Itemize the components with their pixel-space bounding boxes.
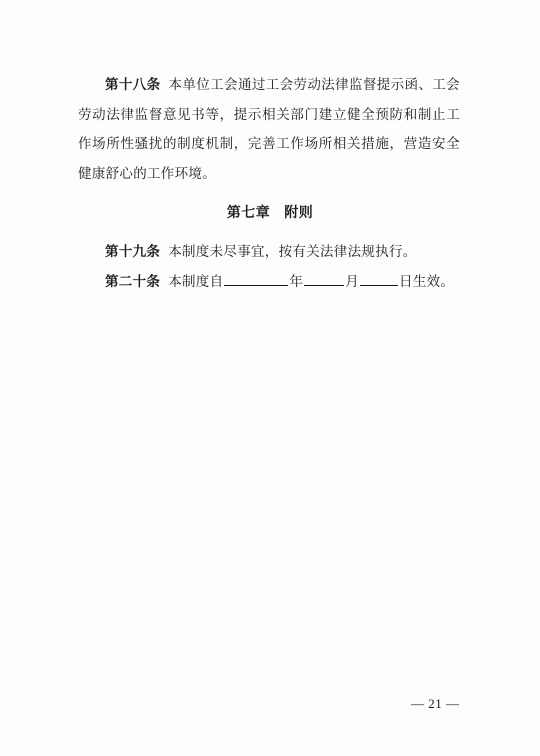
article-20-label: 第二十条 bbox=[105, 274, 161, 290]
chapter-number: 第七章 bbox=[226, 205, 271, 221]
article-20-text-start: 本制度自 bbox=[168, 274, 224, 290]
date-blank-year bbox=[224, 270, 288, 286]
page-number: — 21 — bbox=[411, 696, 460, 711]
article-18-paragraph bbox=[78, 71, 460, 189]
article-19-label: 第十九条 bbox=[105, 244, 161, 260]
article-18-label: 第十八条 bbox=[105, 77, 161, 93]
article-20-text-end: 日生效。 bbox=[399, 274, 455, 290]
article-19-paragraph bbox=[78, 238, 460, 268]
article-20-paragraph bbox=[78, 268, 460, 298]
chapter-heading bbox=[0, 202, 540, 222]
chapter-title: 附则 bbox=[284, 205, 314, 221]
article-19-text: 本制度未尽事宜，按有关法律法规执行。 bbox=[168, 244, 417, 260]
article-20-year: 年 bbox=[289, 274, 304, 290]
article-18-text: 本单位工会通过工会劳动法律监督提示函、工会劳动法律监督意见书等，提示相关部门建立健全预防和制止工作场所性骚扰的制度机制，完善工作场所相关措施，营造安全健康舒心的工作环境。 bbox=[78, 77, 460, 182]
article-20-month: 月 bbox=[345, 274, 360, 290]
date-blank-day bbox=[360, 270, 398, 286]
date-blank-month bbox=[304, 270, 344, 286]
